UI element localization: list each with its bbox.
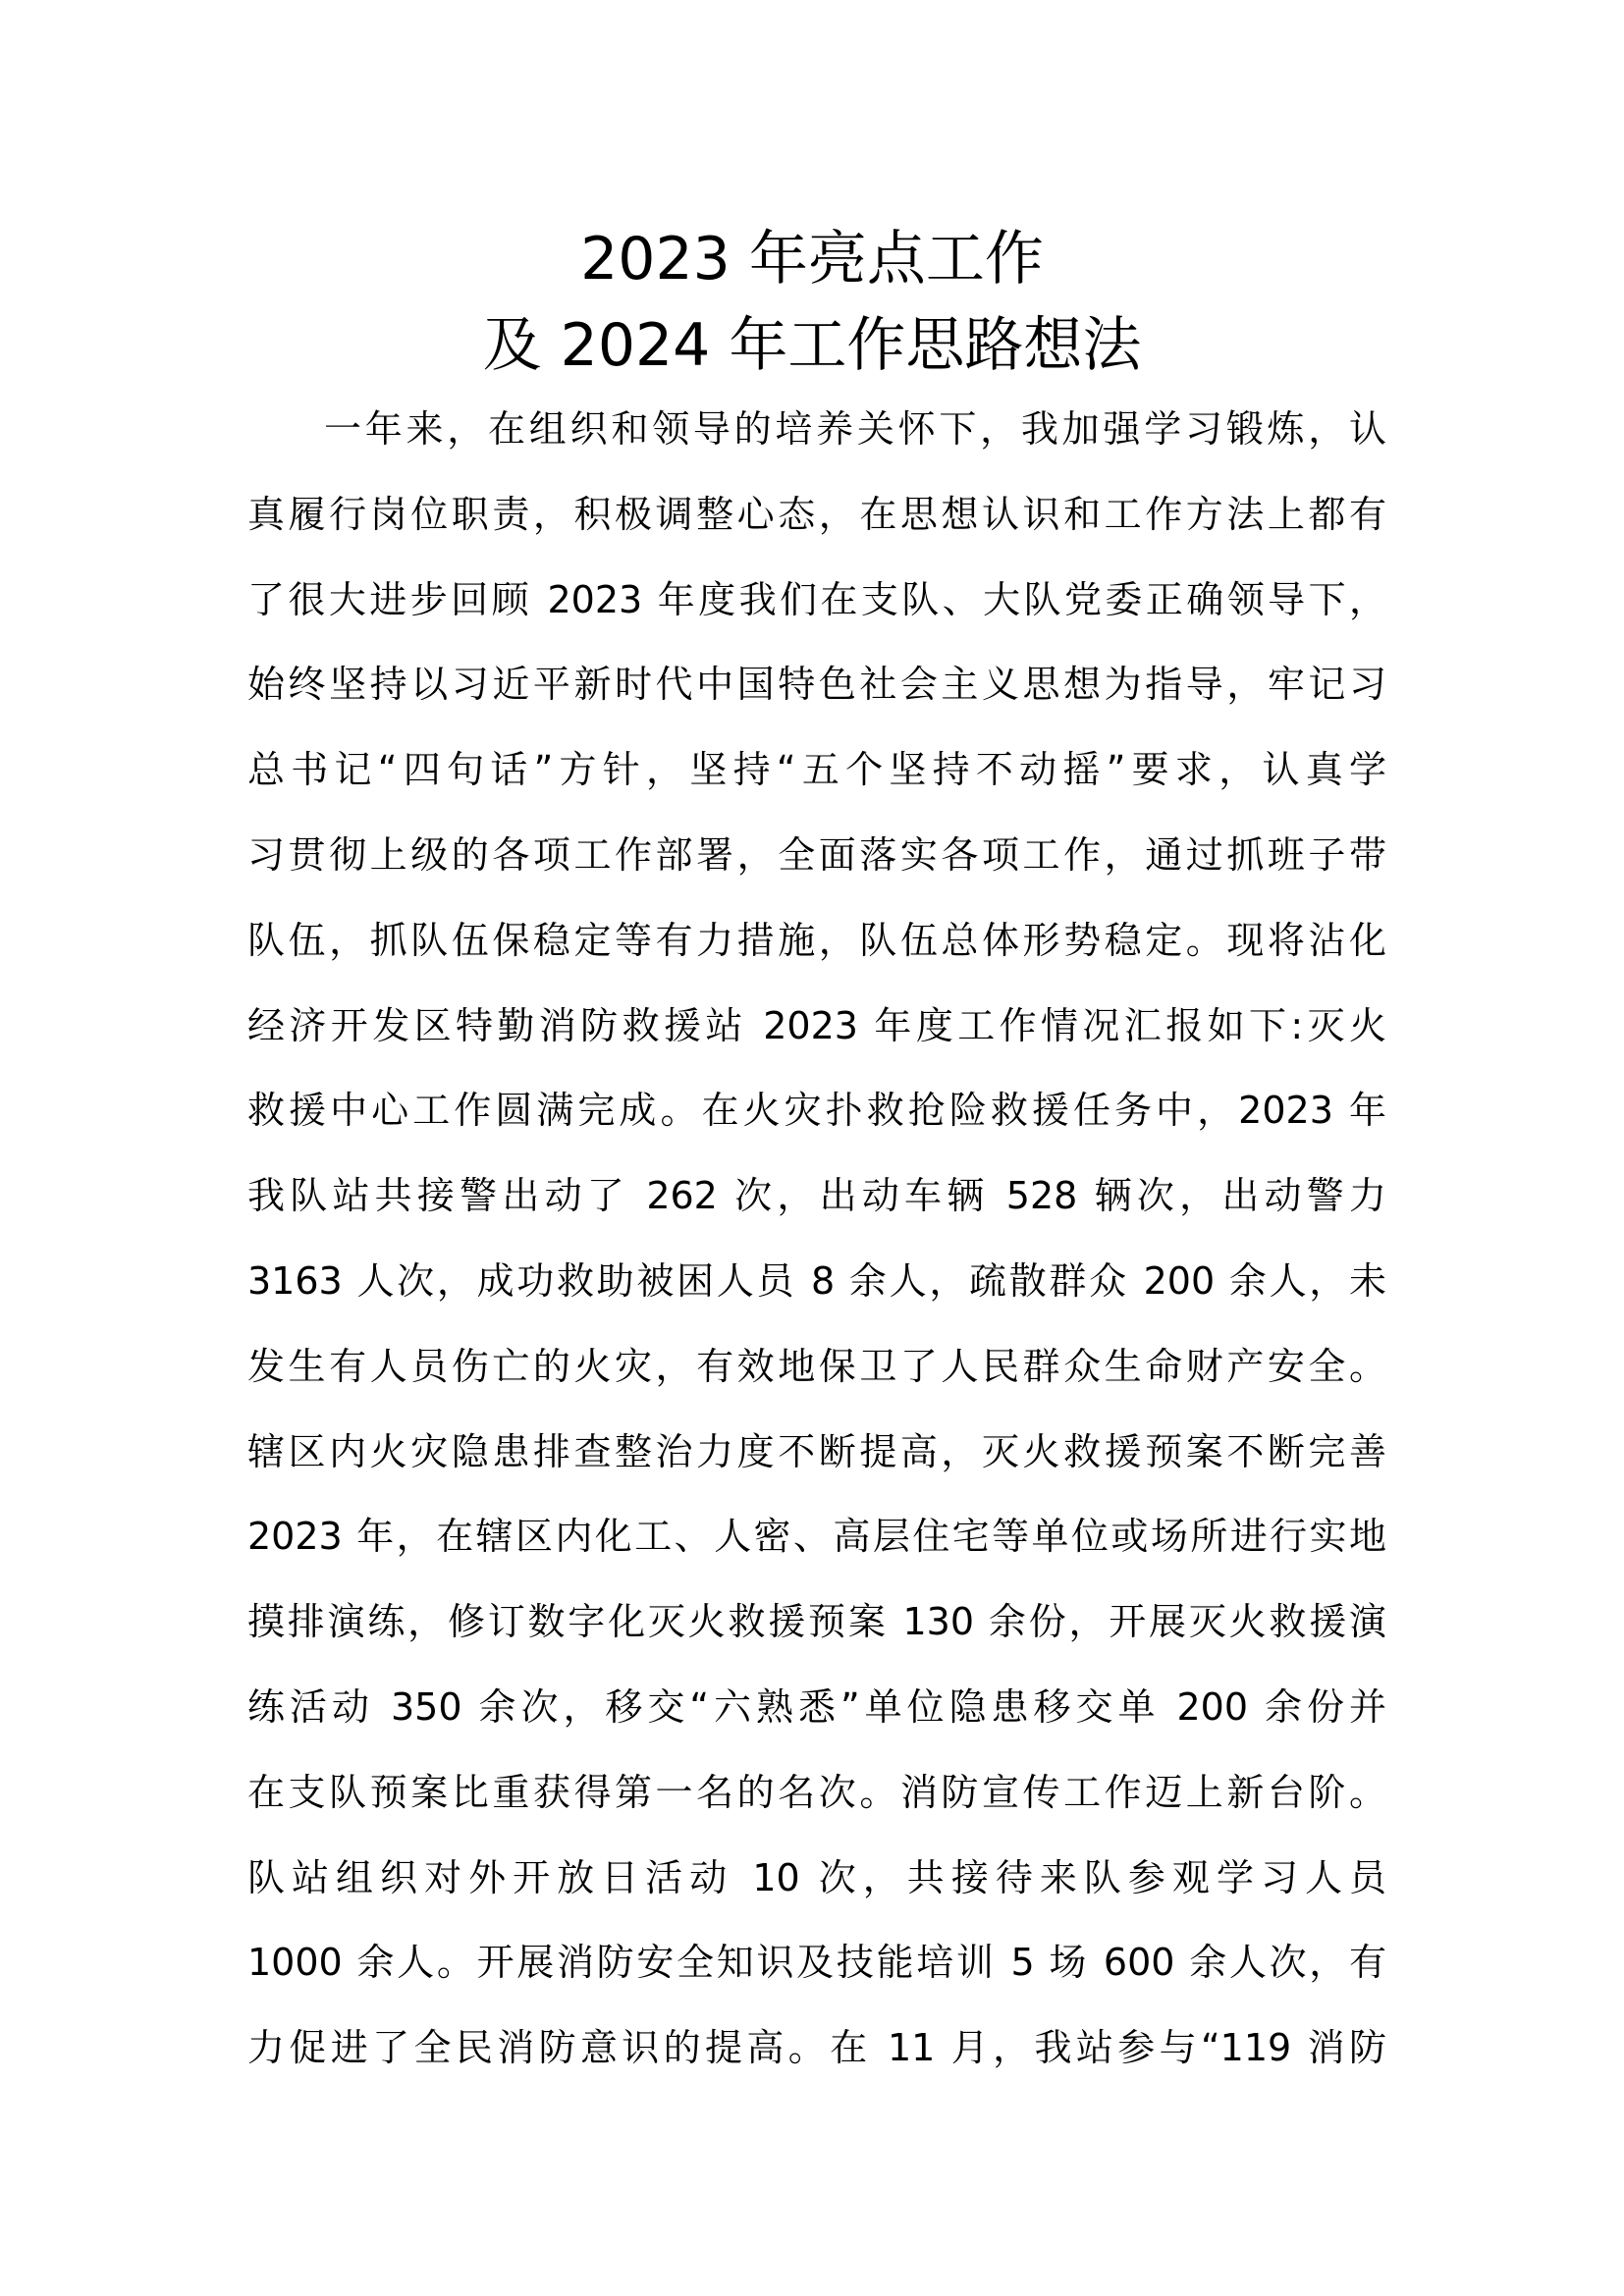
title-line-2: 及 2024 年工作思路想法 bbox=[482, 311, 1142, 380]
body-line-16: 练活动 350 余次，移交“六熟悉”单位隐患移交单 200 余份并 bbox=[247, 1685, 1386, 1729]
body-line-11: 3163 人次，成功救助被困人员 8 余人，疏散群众 200 余人，未 bbox=[247, 1259, 1386, 1303]
body-line-15: 摸排演练，修订数字化灭火救援预案 130 余份，开展灭火救援演 bbox=[247, 1600, 1386, 1643]
body-line-2: 真履行岗位职责，积极调整心态，在思想认识和工作方法上都有 bbox=[247, 493, 1386, 536]
body-line-3: 了很大进步回顾 2023 年度我们在支队、大队党委正确领导下， bbox=[247, 578, 1386, 621]
body-line-18: 队站组织对外开放日活动 10 次，共接待来队参观学习人员 bbox=[247, 1856, 1386, 1899]
body-line-13: 辖区内火灾隐患排查整治力度不断提高，灭火救援预案不断完善 bbox=[247, 1430, 1386, 1473]
body-line-7: 队伍，抓队伍保稳定等有力措施，队伍总体形势稳定。现将沾化 bbox=[247, 919, 1386, 962]
body-line-8: 经济开发区特勤消防救援站 2023 年度工作情况汇报如下:灭火 bbox=[247, 1004, 1386, 1047]
body-line-6: 习贯彻上级的各项工作部署，全面落实各项工作，通过抓班子带 bbox=[247, 833, 1386, 877]
body-line-19: 1000 余人。开展消防安全知识及技能培训 5 场 600 余人次，有 bbox=[247, 1941, 1386, 1984]
body-line-20: 力促进了全民消防意识的提高。在 11 月，我站参与“119 消防 bbox=[247, 2026, 1386, 2069]
body-line-4: 始终坚持以习近平新时代中国特色社会主义思想为指导，牢记习 bbox=[247, 663, 1386, 706]
body-line-14: 2023 年，在辖区内化工、人密、高层住宅等单位或场所进行实地 bbox=[247, 1515, 1386, 1558]
body-line-1: 一年来，在组织和领导的培养关怀下，我加强学习锻炼，认 bbox=[324, 407, 1386, 451]
body-line-12: 发生有人员伤亡的火灾，有效地保卫了人民群众生命财产安全。 bbox=[247, 1345, 1386, 1388]
body-line-10: 我队站共接警出动了 262 次，出动车辆 528 辆次，出动警力 bbox=[247, 1174, 1386, 1217]
body-line-5: 总书记“四句话”方针，坚持“五个坚持不动摇”要求，认真学 bbox=[247, 748, 1386, 791]
body-line-17: 在支队预案比重获得第一名的名次。消防宣传工作迈上新台阶。 bbox=[247, 1771, 1386, 1814]
title-line-1: 2023 年亮点工作 bbox=[580, 225, 1044, 294]
body-line-9: 救援中心工作圆满完成。在火灾扑救抢险救援任务中，2023 年 bbox=[247, 1089, 1386, 1132]
